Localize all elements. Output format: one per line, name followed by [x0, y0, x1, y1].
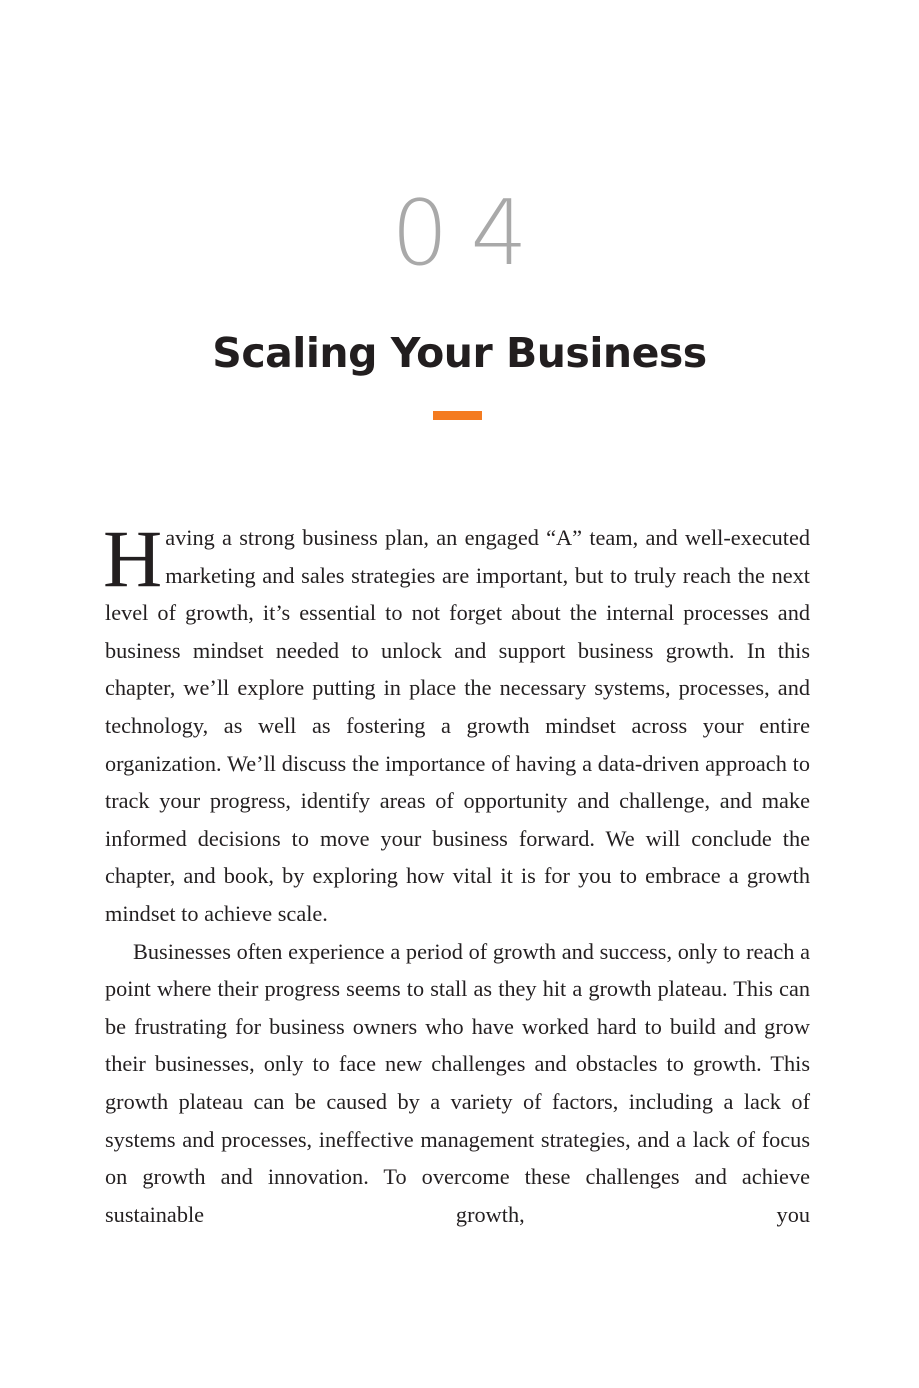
body-paragraph — [105, 933, 810, 1234]
body-paragraph — [103, 513, 810, 933]
drop-cap: H — [103, 513, 163, 604]
chapter-title: Scaling Your Business — [212, 329, 707, 377]
chapter-body — [103, 513, 810, 1233]
paragraph-text: Businesses often experience a period of growth and success, only to reach a point where their progress seems to stall as they hit a growth plateau. This can be frustrating for business owners who have worked hard to build and grow their businesses, only to face new challenges and obstacles to growth. This growth plateau can be caused by a variety of factors, including a lack of systems and processes, ineffective management strategies, and a lack of focus on growth and innovation. To overcome these challenges and achieve sustainable growth, you — [105, 938, 810, 1227]
chapter-number: 04 — [391, 181, 550, 286]
title-accent-rule — [433, 411, 482, 420]
paragraph-text: aving a strong business plan, an engaged “A” team, and well-executed marketing and sales strategies are important, but to truly reach the next level of growth, it’s essential to not forget about the internal processes and business mindset needed to unlock and support business growth. In this chapter, we’ll explore putting in place the necessary systems, processes, and technology, as well as fostering a growth mindset across your entire organization. We’ll discuss the importance of having a data-driven approach to track your progress, identify areas of opportunity and challenge, and make informed decisions to move your business forward. We will conclude the chapter, and book, by exploring how vital it is for you to embrace a growth mindset to achieve scale. — [105, 525, 810, 926]
